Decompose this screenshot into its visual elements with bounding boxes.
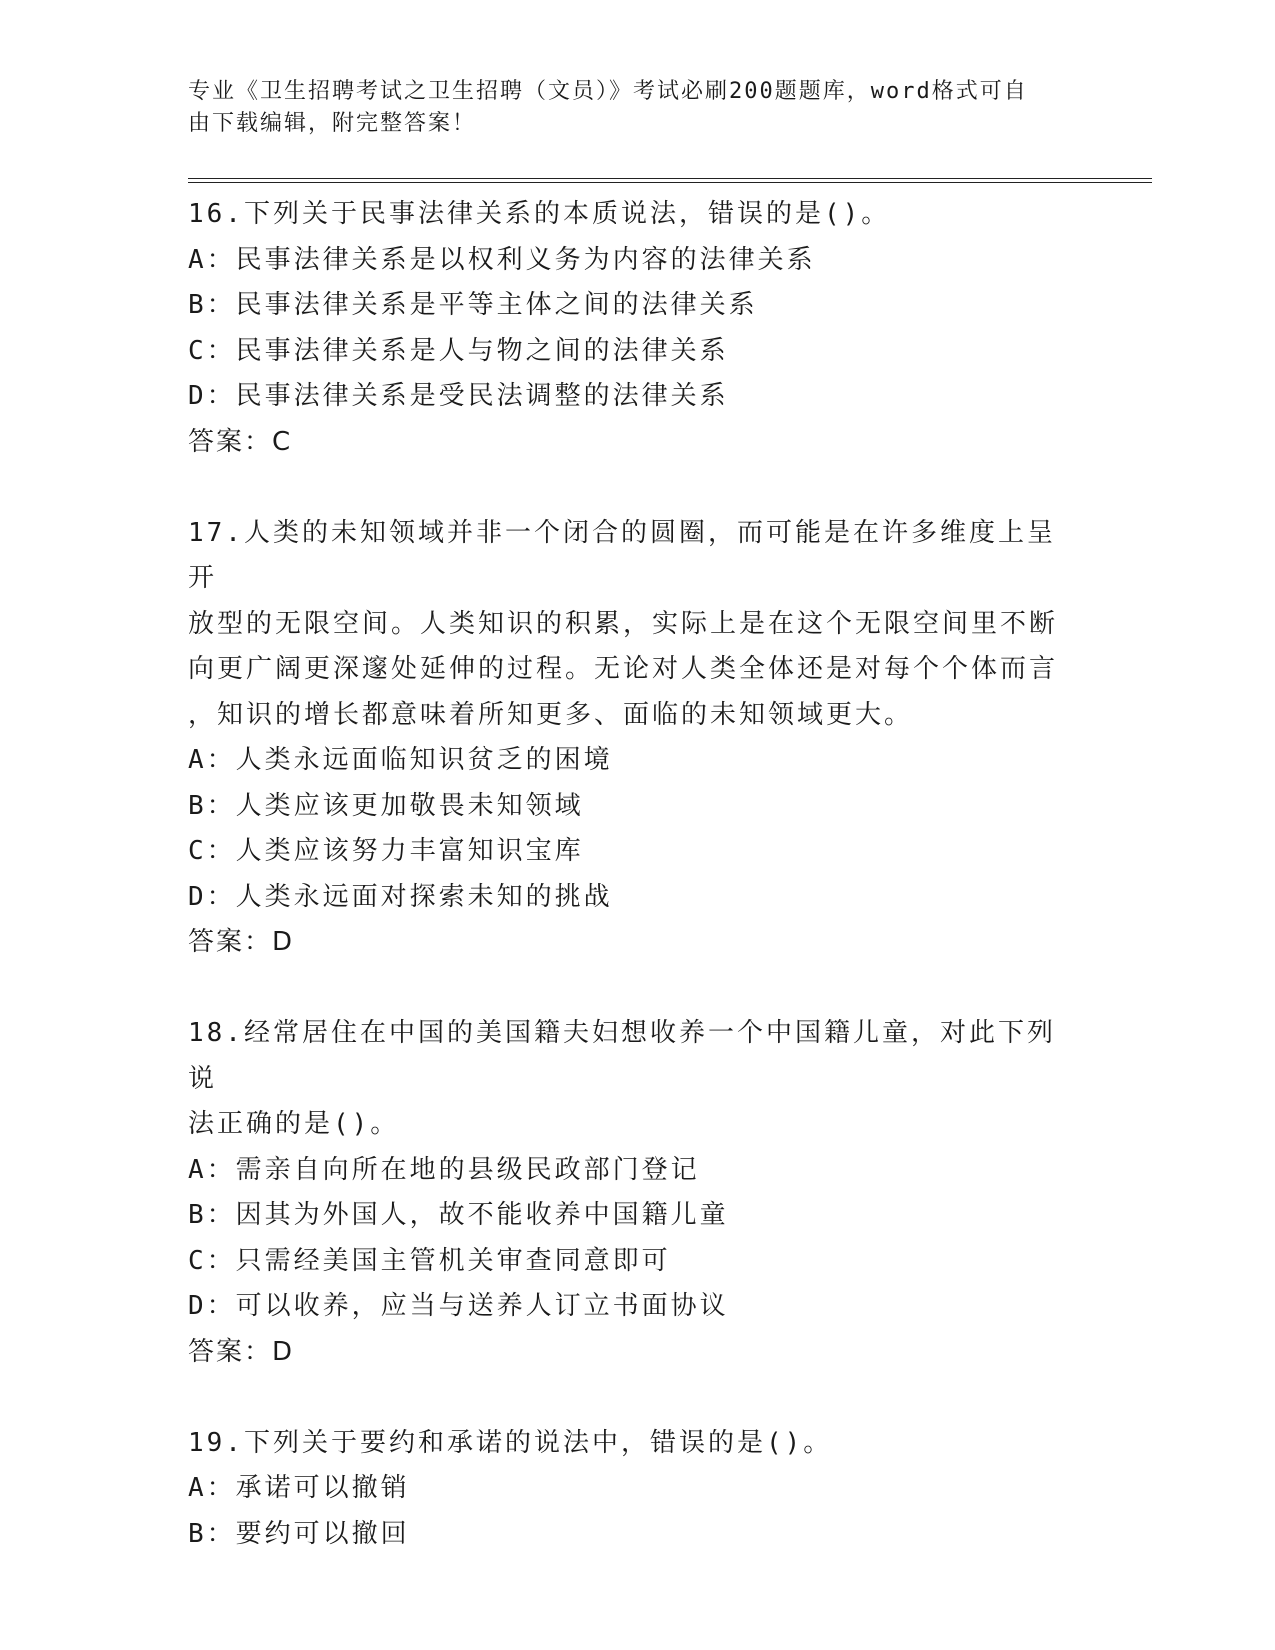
option-d: D：人类永远面对探索未知的挑战 <box>188 881 613 912</box>
answer: 答案：D <box>188 927 295 957</box>
header-divider <box>188 178 1152 183</box>
question-stem: ，知识的增长都意味着所知更多、面临的未知领域更大。 <box>188 699 914 730</box>
option-b: B：人类应该更加敬畏未知领域 <box>188 790 584 821</box>
question-stem: 向更广阔更深邃处延伸的过程。无论对人类全体还是对每个个体而言 <box>188 654 1059 684</box>
question-spacer <box>188 465 1068 511</box>
question-stem: 17.人类的未知领域并非一个闭合的圆圈，而可能是在许多维度上呈开 <box>188 517 1056 593</box>
option-b: B：民事法律关系是平等主体之间的法律关系 <box>188 290 758 320</box>
option-b: B：因其为外国人，故不能收养中国籍儿童 <box>188 1200 729 1230</box>
option-b: B：要约可以撤回 <box>188 1518 410 1549</box>
question-stem: 16.下列关于民事法律关系的本质说法，错误的是()。 <box>188 199 891 229</box>
option-c: C：人类应该努力丰富知识宝库 <box>188 836 584 866</box>
question-stem: 放型的无限空间。人类知识的积累，实际上是在这个无限空间里不断 <box>188 608 1059 639</box>
question-stem: 19.下列关于要约和承诺的说法中，错误的是()。 <box>188 1427 833 1458</box>
question-spacer <box>188 1375 1068 1421</box>
option-d: D：可以收养，应当与送养人订立书面协议 <box>188 1291 729 1321</box>
question-19 <box>188 1421 1068 1558</box>
question-list <box>188 192 1068 1557</box>
question-stem: 18.经常居住在中国的美国籍夫妇想收养一个中国籍儿童，对此下列说 <box>188 1018 1056 1094</box>
question-18 <box>188 1011 1068 1375</box>
option-c: C：民事法律关系是人与物之间的法律关系 <box>188 335 729 366</box>
option-c: C：只需经美国主管机关审查同意即可 <box>188 1245 671 1276</box>
question-16 <box>188 192 1068 465</box>
option-a: A：民事法律关系是以权利义务为内容的法律关系 <box>188 244 816 275</box>
question-17 <box>188 511 1068 966</box>
option-a: A：人类永远面临知识贫乏的困境 <box>188 745 613 775</box>
option-d: D：民事法律关系是受民法调整的法律关系 <box>188 381 729 411</box>
option-a: A：需亲自向所在地的县级民政部门登记 <box>188 1154 700 1185</box>
document-header <box>188 76 1068 140</box>
question-spacer <box>188 966 1068 1012</box>
header-line-2: 由下载编辑，附完整答案！ <box>188 111 477 136</box>
question-stem: 法正确的是()。 <box>188 1109 400 1139</box>
option-a: A：承诺可以撤销 <box>188 1473 410 1503</box>
answer: 答案：C <box>188 426 293 457</box>
answer: 答案：D <box>188 1336 295 1367</box>
header-line-1: 专业《卫生招聘考试之卫生招聘（文员）》考试必刷200题题库，word格式可自 <box>188 79 1028 104</box>
